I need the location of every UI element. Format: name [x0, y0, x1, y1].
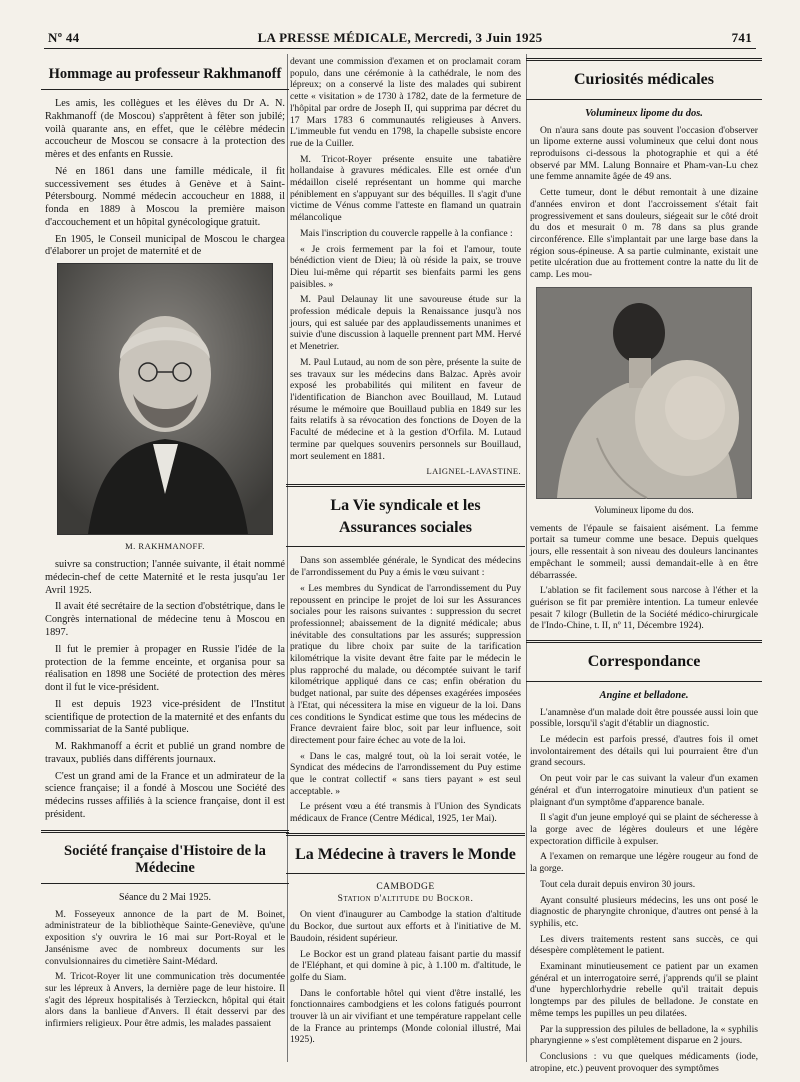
section-rule — [286, 833, 525, 836]
section-title-societe: Société française d'Histoire de la Médecine — [64, 842, 266, 876]
paragraph: M. Paul Delaunay lit une savoureuse étude sur la profession médicale depuis la Renaissance jusqu'à nos jours, qui est saluée par des applaudissements unanimes et suivie d'une discussion à laquelle prennent part MM. Hervé et Menetrier. — [290, 294, 521, 353]
paragraph: A l'examen on remarque une légère rougeur au fond de la gorge. — [530, 851, 758, 875]
paragraph: Le Bockor est un grand plateau faisant partie du massif de l'Eléphant, et qui domine à pic, à 1.100 m. d'altitude, le golfe du Siam. — [290, 948, 521, 983]
paragraph: M. Tricot-Royer lit une communication très documentée sur les lépreux à Anvers, la dernière page de leur histoire. Il s'agit des lépreux hospitalisés à Terzieckcn, hôpital qui était alors dans la banlieue d'Anvers. Il était desservi par des infirmiers religieux. Pour être admis, les malades passaient — [45, 971, 285, 1030]
paragraph: Mais l'inscription du couvercle rappelle à la confiance : — [300, 227, 513, 239]
paragraph: M. Tricot-Royer présente ensuite une tabatière hollandaise à gravures médicales. Elle est ornée d'un médaillon ciselé représentant un homme qui marche péniblement en s'appuyant sur des béquilles. Il s'agit d'une victime de Vénus comme l'atteste en flamand un quatrain mélancolique — [290, 153, 521, 224]
paragraph: « Dans le cas, malgré tout, où la loi serait votée, le Syndicat des médecins de l'arrondissement du Puy estime que le contrat collectif « sans tiers payant » est seul acceptable. » — [290, 750, 521, 797]
running-header — [40, 28, 760, 50]
paragraph: On peut voir par le cas suivant la valeur d'un examen général et d'un interrogatoire minutieux d'un patient se plaignant d'un symptôme d'apparence banale. — [530, 773, 758, 808]
title-rule — [526, 681, 762, 682]
paragraph: Né en 1861 dans une famille médicale, il fit successivement ses études à Genève et à Saint-Pétersbourg. Nommé médecin accoucheur en 1888, il fonda en 1889 à Moscou la première maison d'accouchement et un hôpital gynécologique gratuit. — [45, 165, 285, 228]
column-divider — [526, 54, 527, 1062]
paragraph: Les divers traitements restent sans succès, ce qui désespère complètement le patient. — [530, 933, 758, 957]
paragraph: On vient d'inaugurer au Cambodge la station d'altitude du Bockor, due surtout aux efforts et à l'initiative de M. Baudoin, résident supérieur. — [290, 909, 521, 944]
column-left — [45, 56, 285, 1062]
section-title-correspondance: Correspondance — [587, 653, 701, 671]
paragraph: Conclusions : vu que quelques médicaments (iode, atropine, etc.) peuvent provoquer des symptômes — [530, 1050, 758, 1074]
page-number: 741 — [731, 30, 752, 45]
lipoma-photo — [536, 287, 752, 499]
section-title-syndicale: La Vie syndicale et les Assurances sociales — [330, 497, 481, 536]
paragraph: Dans son assemblée générale, le Syndicat des médecins de l'arrondissement du Puy a émis le vœu suivant : — [290, 555, 521, 579]
paragraph: Le présent vœu a été transmis à l'Union des Syndicats médicaux de France (Centre Médical, 1925, 1er Mai). — [290, 801, 521, 825]
paragraph: L'ablation se fit facilement sous narcose à l'éther et la guérison se fit par première intention. La tumeur enlevée pesait 7 kilogr (Bulletin de la Société médico-chirurgicale de l'Indo-Chine, t. II, nº 11, Décembre 1924). — [530, 585, 758, 632]
portrait-illustration — [58, 264, 272, 534]
portrait-photo — [57, 263, 273, 535]
column-middle — [290, 56, 521, 1062]
title-rule — [286, 873, 525, 874]
paragraph: On n'aura sans doute pas souvent l'occasion d'observer un lipome externe aussi volumineux que celui dont nous reproduisons ci-dessous la photographie et qui a été observé par MM. Lalung Bonnaire et Pham-van-Lu chez une femme annamite âgée de 49 ans. — [530, 124, 758, 183]
paragraph: Cette tumeur, dont le début remontait à une dizaine d'années environ et dont l'accroissement s'était fait progressivement et sans douleurs, siégeait sur le côté droit du dos et mesurait 0 m. 78 dans sa plus grande circonférence. Elle s'implantait par une large base dans la région sous-épineuse. A sa partie culminante, existait une petite ulcération due au frottement contre la natte du lit de camp. Les mou- — [530, 187, 758, 281]
paragraph: M. Rakhmanoff a écrit et publié un grand nombre de travaux, publiés dans différents journaux. — [45, 741, 285, 765]
paragraph: suivre sa construction; l'année suivante, il était nommé médecin-chef de cette Maternité et le resta jusqu'au 1er Avril 1925. — [45, 559, 285, 596]
subheading: Station d'altitude du Bockor. — [337, 894, 474, 905]
journal-title: LA PRESSE MÉDICALE, Mercredi, 3 Juin 1925 — [257, 30, 543, 45]
paragraph: Il avait été secrétaire de la section d'obstétrique, dans le Congrès international de médecine tenu à Moscou en 1897. — [45, 601, 285, 639]
paragraph: Il est depuis 1923 vice-président de l'Institut scientifique de protection de la maternité et des enfants du commissariat de la Santé publique. — [45, 698, 285, 736]
portrait-caption: M. RAKHMANOFF. — [125, 541, 205, 552]
paragraph: devant une commission d'examen et on proclamait coram populo, dans une cérémonie à la cathédrale, le nom des lépreux; on a conservé la liste des malades qui subirent cette « visitation » de 1730 à 1782, date de la fermeture de l'hôpital par ordre de Joseph II, qui supprima par décret du 17 Mars 1783 6 communautés religieuses à Anvers. L'immeuble fut vendu en 1798, la chapelle subsiste encore rue de la Cuiller. — [290, 56, 521, 149]
subheading: Angine et belladone. — [599, 689, 689, 701]
section-rule — [526, 58, 762, 61]
section-rule — [526, 640, 762, 643]
paragraph: L'anamnèse d'un malade doit être poussée aussi loin que possible, lorsqu'il s'agit d'établir un diagnostic. — [530, 706, 758, 730]
paragraph: Examinant minutieusement ce patient par un examen général et un interrogatoire serré, j'apprends qu'il se plaint d'une hyperchlorhydrie rebelle qu'il traitait depuis longtemps par des pilules de belladone. Je constate en même temps les pupilles un peu dilatées. — [530, 961, 758, 1019]
column-right — [530, 56, 758, 1074]
country-heading: CAMBODGE — [376, 882, 435, 893]
paragraph: M. Paul Lutaud, au nom de son père, présente la suite de ses travaux sur les médecins dans Balzac. Après avoir exposé les probabilités qui militent en faveur de l'identification de Bianchon avec Bouillaud, M. Lutaud résume le mémoire que Bouillaud publia en 1849 sur les faits relatifs à sa révocation des fonctions de Doyen de la Faculté de médecine et à la gestion d'Orfila. M. Lutaud termine par quelques souvenirs personnels sur Bouillaud, mort seulement en 1881. — [290, 356, 521, 462]
paragraph: Ayant consulté plusieurs médecins, les uns ont posé le diagnostic de pharyngite chronique, d'autres ont pensé à la syphilis, etc. — [530, 894, 758, 929]
author-signature: LAIGNEL-LAVASTINE. — [426, 466, 521, 477]
paragraph: Les amis, les collègues et les élèves du Dr A. N. Rakhmanoff (de Moscou) s'apprêtent à fêter son jubilé; voilà quarante ans, en effet, que le célèbre médecin accoucheur de Moscou se consacre à la protection des mères et des enfants en Russie. — [45, 98, 285, 161]
paragraph: Il s'agit d'un jeune employé qui se plaint de sécheresse à la gorge avec de légères douleurs et une légère expectoration difficile à expulser. — [530, 812, 758, 847]
section-title-monde: La Médecine à travers le Monde — [295, 845, 516, 863]
paragraph: En 1905, le Conseil municipal de Moscou le chargea d'élaborer un projet de maternité et de — [45, 233, 285, 258]
paragraph: M. Fosseyeux annonce de la part de M. Boinet, administrateur de la bibliothèque Sainte-Geneviève, qu'une exposition s'y ouvrira le 16 mai sur Port-Royal et le Jansénisme avec de nombreux documents sur les convulsionnaires du cimetière Saint-Médard. — [45, 908, 285, 967]
subheading: Volumineux lipome du dos. — [585, 107, 703, 119]
title-rule — [41, 883, 289, 884]
title-rule — [526, 99, 762, 100]
session-date: Séance du 2 Mai 1925. — [119, 891, 211, 903]
section-title-hommage: Hommage au professeur Rakhmanoff — [48, 66, 282, 82]
paragraph: C'est un grand ami de la France et un admirateur de la science française; il a fondé à Moscou une Société des médecins russes affiliés à la science française, dont il est président. — [45, 770, 285, 820]
paragraph: « Les membres du Syndicat de l'arrondissement du Puy repoussent en principe le projet de loi sur les Assurances sociales pour les raisons suivantes : suppression du secret professionnel; abaissement de la dignité médicale; abus inévitable des consultations par les assurés; suppression pratique du libre choix par suite de la tarification kilométrique la visite devant être faite par le médecin le plus rapproché du malade, ou décomptée suivant le tarif kilométrique appliqué dans ce cas; enfin obération du budget national, par suite des dépenses exagérées imposées à l'Etat, qui nécessitera la mise en vigueur de la loi. Dans ces conditions le Syndicat estime que tous les médecins de France devraient faire bloc, soit par leur influence, soit directement pour faire échec au vote de la loi. — [290, 582, 521, 746]
title-rule — [41, 89, 289, 90]
paragraph: Dans le confortable hôtel qui vient d'être installé, les fonctionnaires cambodgiens et les colons fatigués pourront trouver là un air vivifiant et une température rappelant celle de la France au printemps (Monde colonial illustré, Mai 1925). — [290, 987, 521, 1046]
paragraph: Le médecin est parfois pressé, d'autres fois il omet involontairement des détails qui lui pourraient être d'un grand secours. — [530, 734, 758, 769]
lipoma-illustration — [537, 288, 751, 498]
paragraph: vements de l'épaule se faisaient aisément. La femme portait sa tumeur comme une besace. Depuis quelques jours, elle ressentait à son niveau des douleurs lancinantes empêchant le sommeil; aussi demandait-elle à en être débarrassée. — [530, 522, 758, 581]
section-title-curiosites: Curiosités médicales — [574, 71, 714, 88]
paragraph: Par la suppression des pilules de belladone, la « syphilis pharyngienne » s'est complètement disparue en 2 jours. — [530, 1023, 758, 1047]
section-rule — [41, 830, 289, 833]
quote: « Je crois fermement par la foi et l'amour, toute bénédiction vient de Dieu; là où réside la paix, se trouve Dieu lui-même qui répartit ses bienfaits parmi les gens paisibles. » — [290, 243, 521, 290]
header-rule — [44, 48, 756, 49]
title-rule — [286, 546, 525, 547]
paragraph: Il fut le premier à propager en Russie l'idée de la protection de la femme enceinte, et organisa pour sa réalisation en 1898 une Société de protection des mères dont il fut le vice-président. — [45, 643, 285, 694]
photo-caption: Volumineux lipome du dos. — [594, 504, 694, 515]
issue-number: Nº 44 — [48, 30, 80, 45]
paragraph: Tout cela durait depuis environ 30 jours. — [540, 878, 696, 890]
column-divider — [287, 54, 288, 1062]
section-rule — [286, 484, 525, 487]
